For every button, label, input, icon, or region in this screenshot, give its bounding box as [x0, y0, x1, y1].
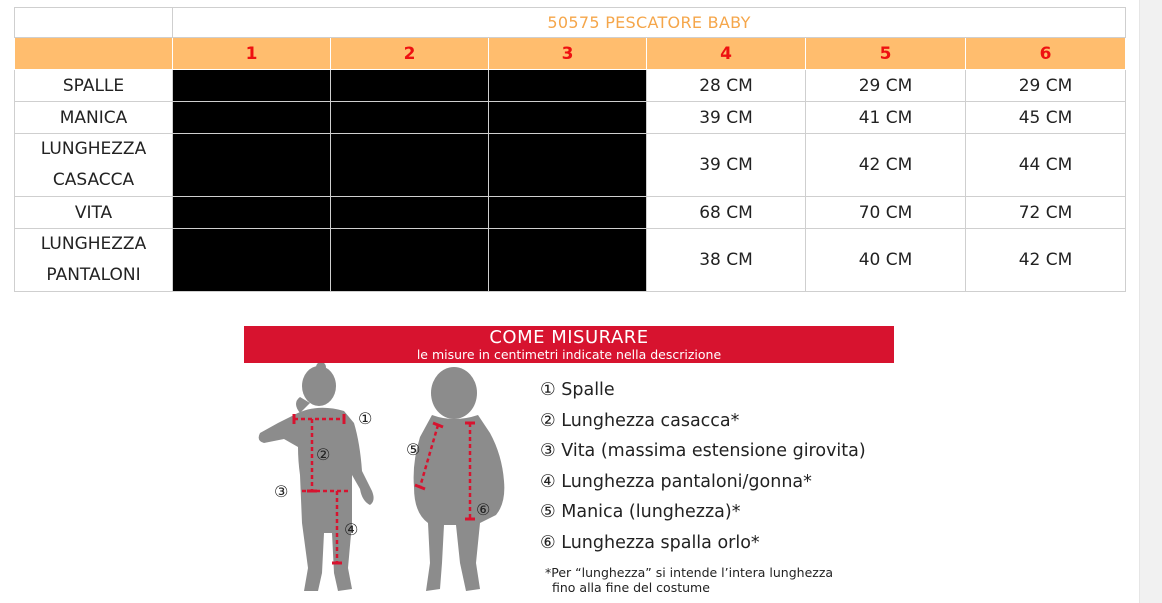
- size-header: 2: [331, 38, 489, 70]
- banner-subtitle: le misure in centimetri indicate nella descrizione: [416, 347, 722, 362]
- unavailable-cell: [331, 70, 489, 102]
- row-label: VITA: [15, 197, 173, 229]
- value-cell: 29 CM: [966, 70, 1126, 102]
- value-cell: 68 CM: [647, 197, 806, 229]
- size-header: 5: [806, 38, 966, 70]
- unavailable-cell: [173, 134, 331, 197]
- unavailable-cell: [489, 134, 647, 197]
- child-back-silhouette-icon: [414, 367, 505, 591]
- size-table: [14, 7, 1126, 292]
- unavailable-cell: [173, 70, 331, 102]
- banner-title: COME MISURARE: [489, 327, 649, 348]
- value-cell: 42 CM: [806, 134, 966, 197]
- table-row: [15, 70, 1126, 102]
- table-row: [15, 229, 1126, 292]
- unavailable-cell: [331, 134, 489, 197]
- row-label: LUNGHEZZA CASACCA: [15, 134, 173, 197]
- footnote-line: fino alla fine del costume: [552, 580, 710, 595]
- length-footnote: [545, 565, 833, 595]
- legend-item: ⑥ Lunghezza spalla orlo*: [540, 532, 760, 553]
- legend-item: ④ Lunghezza pantaloni/gonna*: [540, 471, 812, 492]
- size-header-row: [15, 38, 1126, 70]
- unavailable-cell: [331, 197, 489, 229]
- row-label: LUNGHEZZA PANTALONI: [15, 229, 173, 292]
- value-cell: 70 CM: [806, 197, 966, 229]
- marker-6: ⑥: [476, 500, 491, 519]
- value-cell: 42 CM: [966, 229, 1126, 292]
- marker-2: ②: [316, 445, 331, 464]
- size-header: 6: [966, 38, 1126, 70]
- footnote-line: *Per “lunghezza” si intende l’intera lunghezza: [545, 565, 834, 580]
- legend-item: ② Lunghezza casacca*: [540, 410, 740, 431]
- legend-item: ③ Vita (massima estensione girovita): [540, 441, 866, 461]
- value-cell: 39 CM: [647, 102, 806, 134]
- row-label: SPALLE: [15, 70, 173, 102]
- how-to-measure-banner: [244, 326, 894, 363]
- legend-item: ⑤ Manica (lunghezza)*: [540, 502, 741, 522]
- value-cell: 39 CM: [647, 134, 806, 197]
- unavailable-cell: [489, 102, 647, 134]
- value-cell: 29 CM: [806, 70, 966, 102]
- unavailable-cell: [173, 229, 331, 292]
- unavailable-cell: [173, 197, 331, 229]
- size-header: 3: [489, 38, 647, 70]
- value-cell: 45 CM: [966, 102, 1126, 134]
- marker-1: ①: [358, 409, 373, 428]
- marker-4: ④: [344, 520, 359, 539]
- marker-5: ⑤: [406, 440, 421, 459]
- value-cell: 40 CM: [806, 229, 966, 292]
- value-cell: 44 CM: [966, 134, 1126, 197]
- table-row: [15, 134, 1126, 197]
- table-row: [15, 197, 1126, 229]
- size-header: 4: [647, 38, 806, 70]
- value-cell: 28 CM: [647, 70, 806, 102]
- value-cell: 41 CM: [806, 102, 966, 134]
- row-label: MANICA: [15, 102, 173, 134]
- size-header: 1: [173, 38, 331, 70]
- measurement-figures: [244, 363, 534, 603]
- table-title-row: [15, 8, 1126, 38]
- corner-cell: [15, 8, 173, 38]
- unavailable-cell: [173, 102, 331, 134]
- unavailable-cell: [331, 102, 489, 134]
- scrollbar[interactable]: [1139, 0, 1162, 603]
- header-corner-cell: [15, 38, 173, 70]
- measurement-legend: [540, 375, 894, 558]
- value-cell: 38 CM: [647, 229, 806, 292]
- table-row: [15, 102, 1126, 134]
- product-title: 50575 PESCATORE BABY: [173, 8, 1126, 38]
- unavailable-cell: [331, 229, 489, 292]
- unavailable-cell: [489, 197, 647, 229]
- marker-3: ③: [274, 482, 289, 501]
- unavailable-cell: [489, 229, 647, 292]
- legend-item: ① Spalle: [540, 380, 615, 400]
- how-to-measure-panel: [244, 326, 894, 603]
- unavailable-cell: [489, 70, 647, 102]
- child-front-silhouette-icon: [259, 363, 374, 591]
- value-cell: 72 CM: [966, 197, 1126, 229]
